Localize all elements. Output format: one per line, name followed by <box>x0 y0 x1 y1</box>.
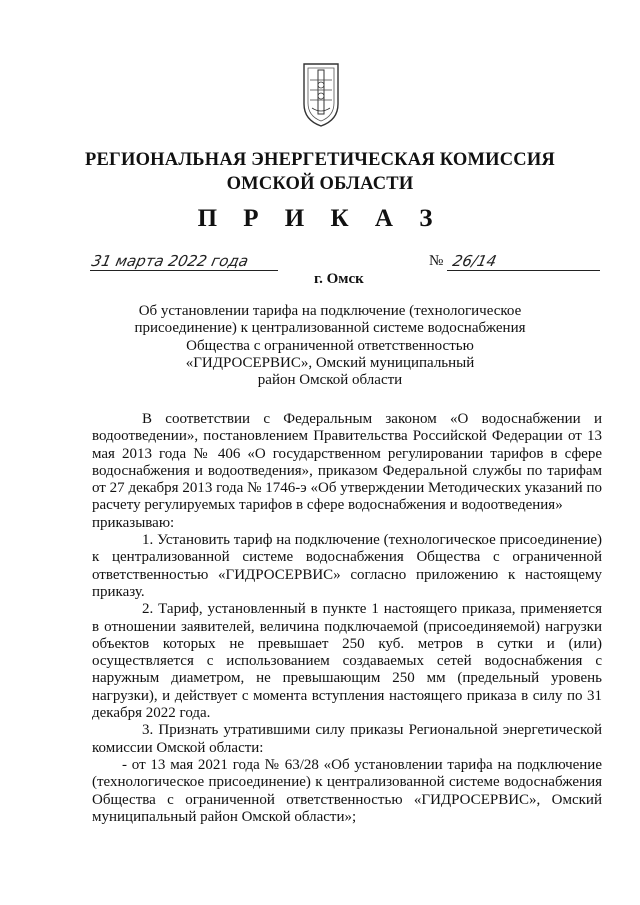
order-date: 31 марта 2022 года <box>90 252 251 270</box>
subject-line: район Омской области <box>257 372 403 389</box>
document-type: П Р И К А З <box>197 205 443 232</box>
number-label: № <box>429 253 444 269</box>
organization-name: РЕГИОНАЛЬНАЯ ЭНЕРГЕТИЧЕСКАЯ КОМИССИЯ <box>84 150 555 170</box>
coat-of-arms-icon <box>300 60 342 128</box>
number-underline <box>447 270 600 271</box>
item-3-paragraph: 3. Признать утратившими силу приказы Региональной энергетической комиссии Омской области: <box>92 722 602 756</box>
subject-line: присоединение) к централизованной системе водоснабжения <box>134 320 526 337</box>
item-3-subitem: - от 13 мая 2021 года № 63/28 «Об установлении тарифа на подключение (технологическое присоединение) к централизованной системе водоснабжения Общества с ограниченной ответственностью «ГИДРОСЕРВИС», Омский муниципальный район Омской области»; <box>92 756 602 825</box>
item-1-paragraph: 1. Установить тариф на подключение (технологическое присоединение) к централизованной системе водоснабжения Общества с ограниченной ответственностью «ГИДРОСЕРВИС» согласно приложению к настоящему приказу. <box>92 532 602 600</box>
subject-line: Общества с ограниченной ответственностью <box>186 337 474 354</box>
city: г. Омск <box>314 271 364 287</box>
document-subject <box>130 303 530 389</box>
order-word: приказываю: <box>92 514 175 531</box>
item-2-paragraph: 2. Тариф, установленный в пункте 1 настоящего приказа, применяется в отношении заявителей, величина подключаемой (присоединяемой) нагрузки объектов которых не превышает 250 куб. метров в сутки и (или) осуществляется с использованием создаваемых сетей водоснабжения с наружным диаметром, не превышающим 250 мм (предельный уровень нагрузки), и действует с момента вступления настоящего приказа в силу по 31 декабря 2022 года. <box>92 601 602 722</box>
document-body <box>92 411 602 826</box>
order-number: 26/14 <box>451 252 499 270</box>
subject-line: «ГИДРОСЕРВИС», Омский муниципальный <box>185 354 475 371</box>
date-underline <box>90 270 278 271</box>
organization-region: ОМСКОЙ ОБЛАСТИ <box>226 174 414 194</box>
preamble-paragraph: В соответствии с Федеральным законом «О водоснабжении и водоотведении», постановлением Правительства Российской Федерации от 13 мая 2013 года № 406 «О государственном регулировании тарифов в сфере водоснабжения и водоотведения», приказом Федеральной службы по тарифам от 27 декабря 2013 года № 1746-э «Об утверждении Методических указаний по расчету регулируемых тарифов в сфере водоснабжения и водоотведения» <box>92 411 602 514</box>
subject-line: Об установлении тарифа на подключение (технологическое <box>138 303 522 319</box>
